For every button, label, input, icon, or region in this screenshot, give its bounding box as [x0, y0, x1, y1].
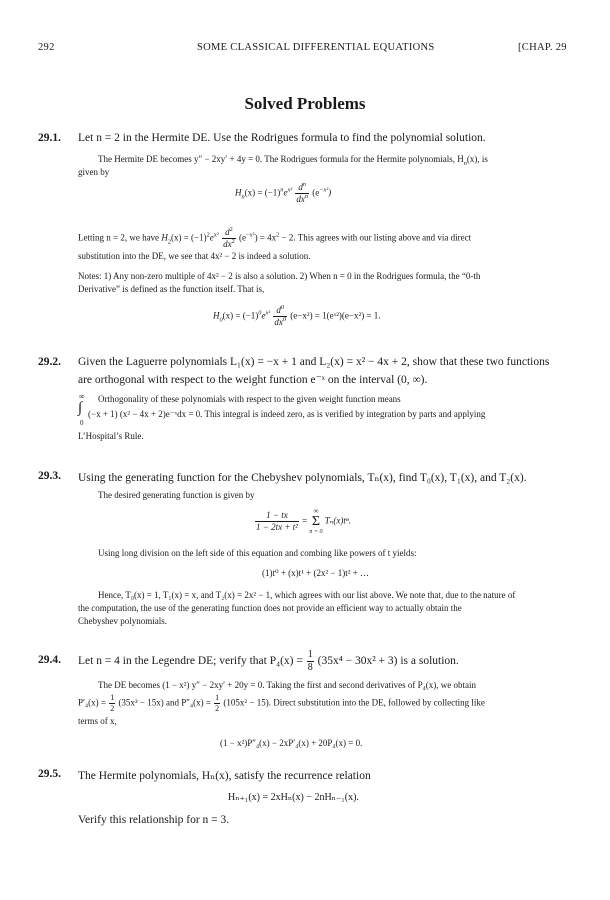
problem-29-3-text-5: Chebyshev polynomials. [78, 616, 167, 626]
hermite-recurrence-relation: Hₙ₊₁(x) = 2xHₙ(x) − 2nHₙ₋₁(x). [228, 792, 359, 803]
problem-29-2-text-3: L’Hospital’s Rule. [78, 431, 144, 441]
problem-29-4-text-1: The DE becomes (1 − x²) y″ − 2xy′ + 20y = 0. Taking the first and second derivatives of P₄(x), we obtain [98, 680, 476, 690]
problem-29-2-text-1: Orthogonality of these polynomials with respect to the given weight function means [98, 394, 401, 404]
problem-statement-29-3: Using the generating function for the Chebyshev polynomials, Tₙ(x), find T₀(x), T₁(x), and T₂(x). [78, 472, 527, 484]
running-title: SOME CLASSICAL DIFFERENTIAL EQUATIONS [197, 42, 435, 53]
section-title: Solved Problems [244, 94, 366, 113]
problem-number-29-4: 29.4. [38, 654, 61, 666]
problem-number-29-3: 29.3. [38, 470, 61, 482]
integral-upper-limit: ∞ [79, 392, 85, 401]
problem-29-3-text-2: Using long division on the left side of this equation and combing like powers of t yields: [98, 548, 417, 558]
problem-29-3-text-4: the computation, the use of the generating function does not provide an efficient way to actually obtain the [78, 603, 462, 613]
integral-sign: ∫ [78, 400, 83, 416]
problem-29-1-notes-1: Notes: 1) Any non-zero multiple of 4x² − 2 is also a solution. 2) When n = 0 in the Rodrigues formula, the “0-th [78, 271, 481, 281]
problem-statement-29-5: The Hermite polynomials, Hₙ(x), satisfy the recurrence relation [78, 770, 371, 782]
chebyshev-generating-function: $\frac{1 - tx}{\text{1 − 2tx + t²}}$ = ∞ Σ n = 0 Tₙ(x)tⁿ. [256, 507, 351, 535]
problem-number-29-2: 29.2. [38, 356, 61, 368]
rodrigues-formula: $H_n(x) = (-1)^ne^{x^2}$ $\frac{d^n}{dx^n}$ $(e^{-x^2})$ [235, 181, 332, 204]
problem-29-1-text-1: The Hermite DE becomes y″ − 2xy′ + 4y = 0. The Rodrigues formula for the Hermite polynomials, $H_n(x)$, is [98, 154, 488, 167]
problem-29-5-text-1: Verify this relationship for n = 3. [78, 814, 230, 826]
long-division-result: (1)t⁰ + (x)t¹ + (2x² − 1)t² + … [262, 568, 369, 578]
problem-statement-29-4: Let n = 4 in the Legendre DE; verify that P₄(x) = $\frac{1}{8}$ (35x⁴ − 30x² + 3) is a solution. [78, 649, 459, 673]
problem-29-2-text-2: (−x + 1) (x² − 4x + 2)e⁻ˣdx = 0. This integral is indeed zero, as is verified by integration by parts and applying [88, 409, 486, 419]
integral-lower-limit: 0 [80, 419, 84, 427]
problem-29-3-text-1: The desired generating function is given by [98, 490, 255, 500]
problem-29-3-text-3: Hence, T₀(x) = 1, T₁(x) = x, and T₂(x) = 2x² − 1, which agrees with our list above. We note that, due to the nature of [98, 590, 516, 600]
problem-statement-29-2-line-2: are orthogonal with respect to the weight function e⁻ˣ on the interval (0, ∞). [78, 374, 428, 386]
problem-29-1-text-4: substitution into the DE, we see that 4x² − 2 is indeed a solution. [78, 251, 311, 261]
problem-29-1-text-2: given by [78, 167, 110, 177]
problem-29-4-text-2: P′₄(x) = $\frac{1}{2}$ (35x³ − 15x) and P″₄(x) = $\frac{1}{2}$ (105x² − 15). Direct substitution into the DE, followed by collecting like [78, 693, 485, 713]
zeroth-derivative-equation: $H_0(x) = (-1)^0e^{x^2}$ $\frac{d^0}{dx^0}$ (e−x²) = 1(eˣ²)(e−x²) = 1. [213, 304, 381, 327]
problem-29-1-text-3: Letting n = 2, we have $H_2(x) = (-1)^2e^{x^2}$ $\frac{d^2}{dx^2}$ $(e^{-x^2}) = 4x^2 - 2$. This agrees with our listing above and via direct [78, 226, 472, 249]
chapter-label: [CHAP. 29 [518, 42, 567, 53]
page-number: 292 [38, 42, 55, 53]
problem-29-4-text-3: terms of x, [78, 716, 117, 726]
problem-number-29-5: 29.5. [38, 768, 61, 780]
problem-statement-29-1: Let n = 2 in the Hermite DE. Use the Rodrigues formula to find the polynomial solution. [78, 132, 486, 144]
legendre-substitution-result: (1 − x²)P″₄(x) − 2xP′₄(x) + 20P₄(x) = 0. [220, 738, 363, 748]
problem-29-1-notes-2: Derivative” is defined as the function itself. That is, [78, 284, 265, 294]
problem-number-29-1: 29.1. [38, 132, 61, 144]
problem-statement-29-2-line-1: Given the Laguerre polynomials L₁(x) = −x + 1 and L₂(x) = x² − 4x + 2, show that these two functions [78, 356, 550, 368]
